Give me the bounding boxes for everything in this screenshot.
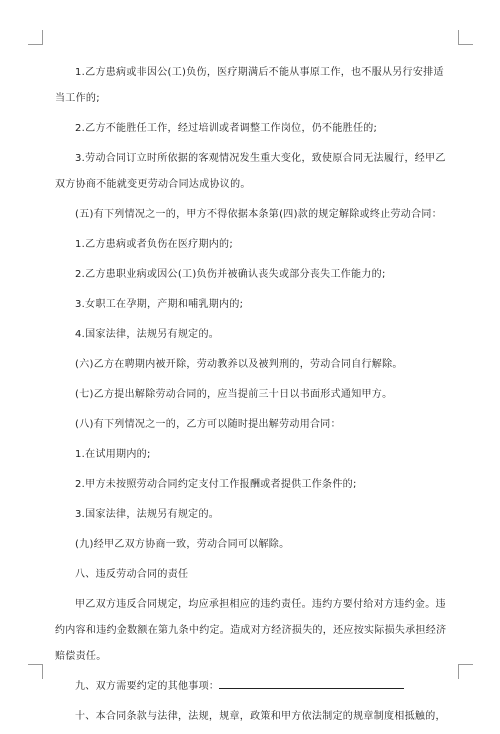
paragraph: 3.劳动合同订立时所依据的客观情况发生重大变化，致使原合同无法履行，经甲乙双方协商不能就变更劳动合同达成协议的。: [55, 153, 446, 190]
section-heading: 八、违反劳动合同的责任: [75, 569, 189, 580]
paragraph: 3.女职工在孕期，产期和哺乳期内的;: [75, 299, 244, 310]
item-nine: [55, 674, 450, 700]
crop-mark-bottom-right: [458, 664, 473, 679]
document-body: [55, 60, 450, 734]
paragraph: 甲乙双方违反合同规定，均应承担相应的违约责任。违约方要付给对方违约金。违约内容和违约金数额在第九条中约定。造成对方经济损失的，还应按实际损失承担经济赔偿责任。: [55, 599, 447, 662]
paragraph: 1.乙方患病或非因公(工)负伤，医疗期满后不能从事原工作，也不服从另行安排适当工作的;: [55, 67, 444, 104]
paragraph: (六)乙方在聘期内被开除，劳动教养以及被判刑的，劳动合同自行解除。: [75, 359, 403, 370]
crop-mark-top-right: [458, 30, 473, 45]
paragraph: (七)乙方提出解除劳动合同的，应当提前三十日以书面形式通知甲方。: [75, 389, 393, 400]
paragraph: (五)有下列情况之一的，甲方不得依据本条第(四)款的规定解除或终止劳动合同：: [75, 209, 443, 220]
paragraph: 1.乙方患病或者负伤在医疗期内的;: [75, 239, 234, 250]
paragraph: (九)经甲乙双方协商一致，劳动合同可以解除。: [75, 539, 290, 550]
paragraph: 4.国家法律，法规另有规定的。: [75, 329, 220, 340]
paragraph: 3.国家法律，法规另有规定的。: [75, 509, 220, 520]
crop-mark-bottom-left: [28, 664, 43, 679]
item-nine-label: 九、双方需要约定的其他事项：: [75, 681, 220, 692]
paragraph: 2.乙方不能胜任工作，经过培训或者调整工作岗位，仍不能胜任的;: [75, 123, 378, 134]
paragraph: 2.甲方未按照劳动合同约定支付工作报酬或者提供工作条件的;: [75, 479, 357, 490]
paragraph: 2.乙方患职业病或因公(工)负伤并被确认丧失或部分丧失工作能力的;: [75, 269, 386, 280]
paragraph: (八)有下列情况之一的，乙方可以随时提出解劳动用合同：: [75, 419, 341, 430]
fill-in-blank-line[interactable]: [219, 678, 404, 689]
crop-mark-top-left: [28, 30, 43, 45]
item-ten: 十、本合同条款与法律，法规，规章，政策和甲方依法制定的规章制度相抵触的，: [75, 711, 446, 722]
paragraph: 1.在试用期内的;: [75, 449, 151, 460]
